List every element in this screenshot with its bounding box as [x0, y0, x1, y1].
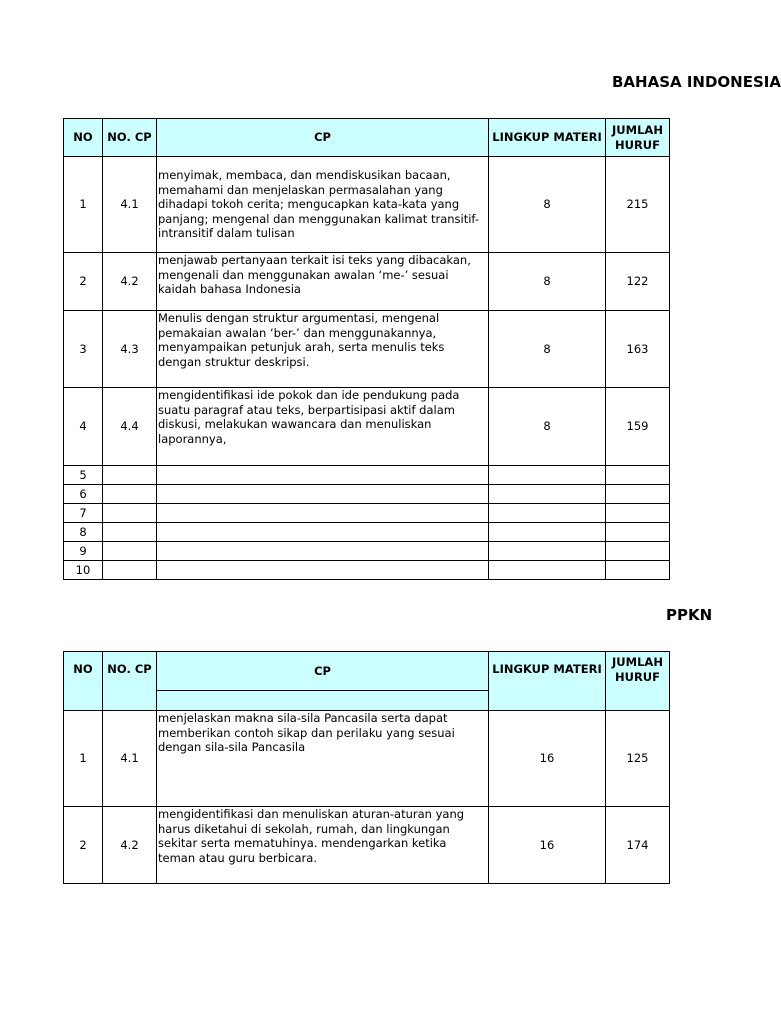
table-row: [64, 807, 670, 884]
cell-no: 10: [64, 561, 103, 580]
cell-lingkup-materi: [489, 542, 606, 561]
cell-jumlah-huruf: 122: [606, 253, 670, 311]
cell-no-cp: 4.3: [103, 311, 157, 388]
cell-cp: mengidentifikasi ide pokok dan ide pendukung pada suatu paragraf atau teks, berpartisipasi aktif dalam diskusi, melakukan wawancara dan menuliskan laporannya,: [157, 388, 489, 466]
cp-table-bahasa-indonesia: [63, 118, 670, 580]
cell-lingkup-materi: 8: [489, 388, 606, 466]
cell-no: 2: [64, 807, 103, 884]
cell-lingkup-materi: [489, 504, 606, 523]
cell-cp: menjelaskan makna sila-sila Pancasila serta dapat memberikan contoh sikap dan perilaku yang sesuai dengan sila-sila Pancasila: [157, 711, 489, 807]
cell-no: 3: [64, 311, 103, 388]
cell-cp: Menulis dengan struktur argumentasi, mengenal pemakaian awalan ‘ber-’ dan menggunakannya, menyampaikan petunjuk arah, serta menulis teks dengan struktur deskripsi.: [157, 311, 489, 388]
cell-jumlah-huruf: [606, 542, 670, 561]
table-header-row: [64, 652, 670, 711]
table-row: [64, 466, 670, 485]
header-no: NO: [64, 119, 103, 157]
cell-no-cp: [103, 485, 157, 504]
cell-no-cp: 4.1: [103, 157, 157, 253]
cell-lingkup-materi: 8: [489, 253, 606, 311]
cell-no-cp: 4.2: [103, 807, 157, 884]
cell-no-cp: 4.2: [103, 253, 157, 311]
cell-lingkup-materi: [489, 561, 606, 580]
header-jumlah-huruf: [606, 652, 670, 711]
header-cp: [157, 652, 489, 711]
header-jumlah-line2: HURUF: [614, 137, 660, 152]
header-no-cp: NO. CP: [103, 119, 157, 157]
section-title: PPKN: [666, 606, 713, 624]
cell-lingkup-materi: [489, 485, 606, 504]
cell-lingkup-materi: 16: [489, 807, 606, 884]
cell-cp: [157, 466, 489, 485]
table-row: [64, 311, 670, 388]
cell-no: 2: [64, 253, 103, 311]
cell-cp: [157, 542, 489, 561]
table-row: [64, 542, 670, 561]
header-no: NO: [64, 652, 103, 711]
cell-no-cp: [103, 466, 157, 485]
cell-jumlah-huruf: 174: [606, 807, 670, 884]
table-row: [64, 561, 670, 580]
cell-lingkup-materi: 16: [489, 711, 606, 807]
section-title-clip: [655, 605, 713, 627]
cell-no: 9: [64, 542, 103, 561]
cell-no-cp: [103, 504, 157, 523]
header-lingkup-materi: LINGKUP MATERI: [489, 119, 606, 157]
header-cp-label: CP: [157, 652, 488, 691]
cell-jumlah-huruf: 125: [606, 711, 670, 807]
cell-jumlah-huruf: 215: [606, 157, 670, 253]
section-title-clip: [600, 72, 781, 94]
table-row: [64, 157, 670, 253]
cell-cp: [157, 485, 489, 504]
cell-cp: [157, 561, 489, 580]
cell-cp: [157, 504, 489, 523]
table-row: [64, 485, 670, 504]
table-row: [64, 711, 670, 807]
cell-cp: menjawab pertanyaan terkait isi teks yang dibacakan, mengenali dan menggunakan awalan ‘me-’ sesuai kaidah bahasa Indonesia: [157, 253, 489, 311]
header-jumlah-line2: HURUF: [614, 669, 660, 684]
cell-lingkup-materi: [489, 466, 606, 485]
cell-no: 1: [64, 711, 103, 807]
cell-lingkup-materi: 8: [489, 157, 606, 253]
cell-no-cp: 4.1: [103, 711, 157, 807]
table-header-row: [64, 119, 670, 157]
cell-no: 4: [64, 388, 103, 466]
header-jumlah-line1: JUMLAH: [612, 655, 663, 669]
cp-table-ppkn: [63, 651, 670, 884]
cell-lingkup-materi: 8: [489, 311, 606, 388]
cell-cp: menyimak, membaca, dan mendiskusikan bacaan, memahami dan menjelaskan permasalahan yang dihadapi tokoh cerita; mengucapkan kata-kata yang panjang; mengenal dan menggunakan kalimat transitif-intransitif dalam tulisan: [157, 157, 489, 253]
cell-no-cp: [103, 542, 157, 561]
cell-no-cp: 4.4: [103, 388, 157, 466]
cell-jumlah-huruf: [606, 485, 670, 504]
table-row: [64, 504, 670, 523]
table-row: [64, 523, 670, 542]
table-row: [64, 253, 670, 311]
cell-jumlah-huruf: 163: [606, 311, 670, 388]
cell-no: 1: [64, 157, 103, 253]
header-cp-subcell: [157, 691, 488, 710]
table-row: [64, 388, 670, 466]
cell-no-cp: [103, 561, 157, 580]
cell-no-cp: [103, 523, 157, 542]
cell-jumlah-huruf: [606, 466, 670, 485]
section-title: BAHASA INDONESIA: [612, 73, 781, 91]
cell-cp: [157, 523, 489, 542]
cell-jumlah-huruf: [606, 523, 670, 542]
cell-jumlah-huruf: 159: [606, 388, 670, 466]
header-jumlah-line1: JUMLAH: [612, 123, 663, 137]
cell-no: 8: [64, 523, 103, 542]
cell-no: 6: [64, 485, 103, 504]
cell-no: 7: [64, 504, 103, 523]
cell-no: 5: [64, 466, 103, 485]
cell-jumlah-huruf: [606, 561, 670, 580]
header-no-cp: NO. CP: [103, 652, 157, 711]
header-jumlah-huruf: [606, 119, 670, 157]
header-cp: CP: [157, 119, 489, 157]
cell-lingkup-materi: [489, 523, 606, 542]
cell-jumlah-huruf: [606, 504, 670, 523]
cell-cp: mengidentifikasi dan menuliskan aturan-aturan yang harus diketahui di sekolah, rumah, dan lingkungan sekitar serta mematuhinya. mendengarkan ketika teman atau guru berbicara.: [157, 807, 489, 884]
header-lingkup-materi: LINGKUP MATERI: [489, 652, 606, 711]
